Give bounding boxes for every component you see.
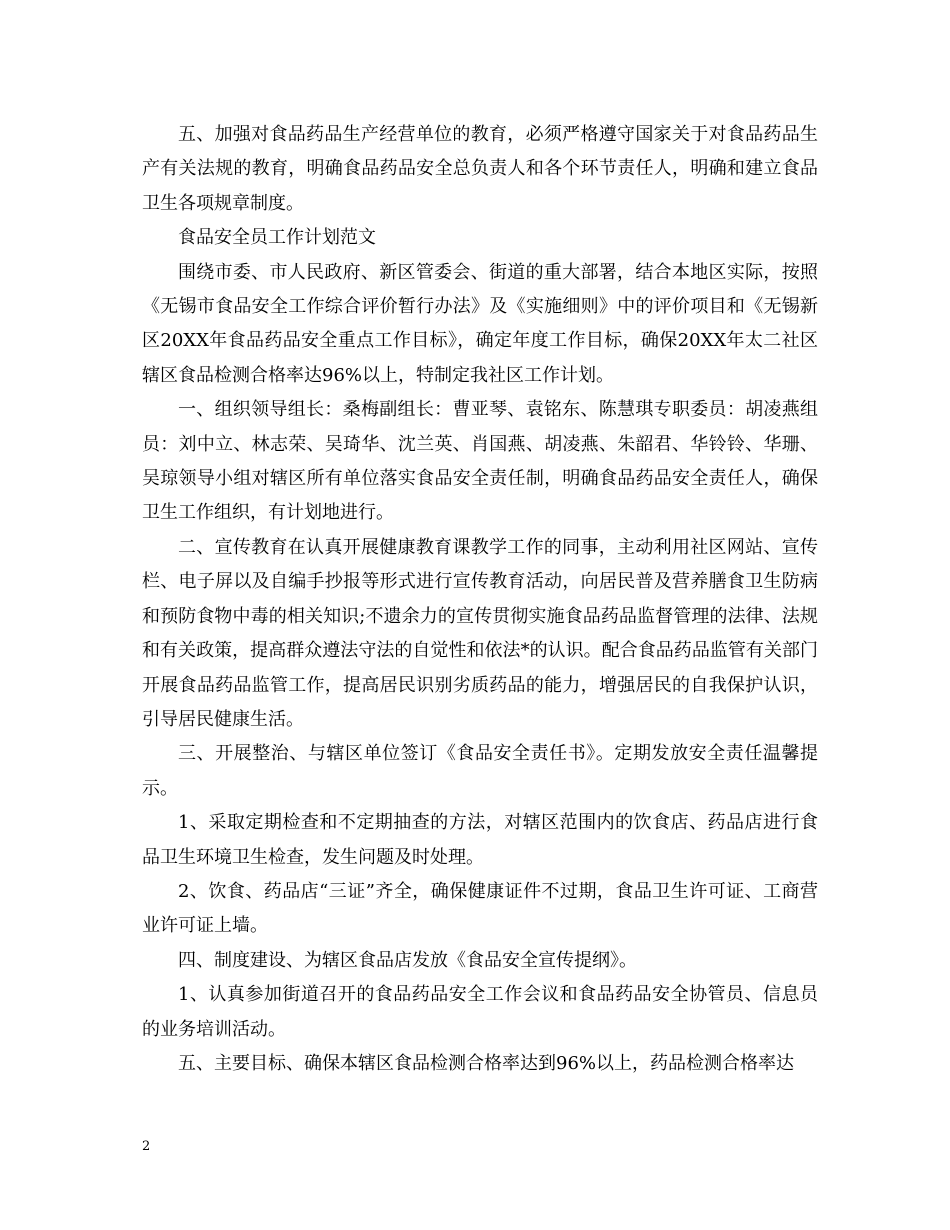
document-body	[142, 118, 818, 1081]
paragraph-rectification: 三、开展整治、与辖区单位签订《食品安全责任书》。定期发放安全责任温馨提示。	[142, 743, 818, 799]
paragraph-goals: 五、主要目标、确保本辖区食品检测合格率达到96%以上，药品检测合格率达	[178, 1052, 795, 1074]
paragraph-system: 四、制度建设、为辖区食品店发放《食品安全宣传提纲》。	[178, 949, 637, 971]
paragraph-certificates: 2、饮食、药品店“三证”齐全，确保健康证件不过期，食品卫生许可证、工商营业许可证上墙。	[142, 880, 818, 937]
page-number: 2	[142, 1139, 151, 1154]
paragraph-training: 1、认真参加街道召开的食品药品安全工作会议和食品药品安全协管员、信息员的业务培训活动。	[142, 984, 818, 1040]
paragraph-education: 五、加强对食品药品生产经营单位的教育，必须严格遵守国家关于对食品药品生产有关法规的教育，明确食品药品安全总负责人和各个环节责任人，明确和建立食品卫生各项规章制度。	[142, 124, 818, 214]
paragraph-inspection: 1、采取定期检查和不定期抽查的方法，对辖区范围内的饮食店、药品店进行食品卫生环境卫生检查，发生问题及时处理。	[142, 812, 818, 868]
paragraph-publicity: 二、宣传教育在认真开展健康教育课教学工作的同事，主动利用社区网站、宣传栏、电子屏以及自编手抄报等形式进行宣传教育活动，向居民普及营养膳食卫生防病和预防食物中毒的相关知识;不遗余力的宣传贯彻实施食品药品监督管理的法律、法规和有关政策，提高群众遵法守法的自觉性和依法*的认识。配合食品药品监管有关部门开展食品药品监管工作，提高居民识别劣质药品的能力，增强居民的自我保护认识，引导居民健康生活。	[142, 536, 818, 730]
paragraph-heading: 食品安全员工作计划范文	[178, 227, 376, 249]
paragraph-organization: 一、组织领导组长：桑梅副组长：曹亚琴、袁铭东、陈慧琪专职委员：胡凌燕组员：刘中立、林志荣、吴琦华、沈兰英、肖国燕、胡凌燕、朱韶君、华铃铃、华珊、吴琼领导小组对辖区所有单位落实食品安全责任制，明确食品药品安全责任人，确保卫生工作组织，有计划地进行。	[142, 399, 818, 524]
paragraph-intro: 围绕市委、市人民政府、新区管委会、街道的重大部署，结合本地区实际，按照《无锡市食品安全工作综合评价暂行办法》及《实施细则》中的评价项目和《无锡新区20XX年食品药品安全重点工作目标》，确定年度工作目标，确保20XX年太二社区辖区食品检测合格率达96%以上，特制定我社区工作计划。	[142, 261, 818, 386]
